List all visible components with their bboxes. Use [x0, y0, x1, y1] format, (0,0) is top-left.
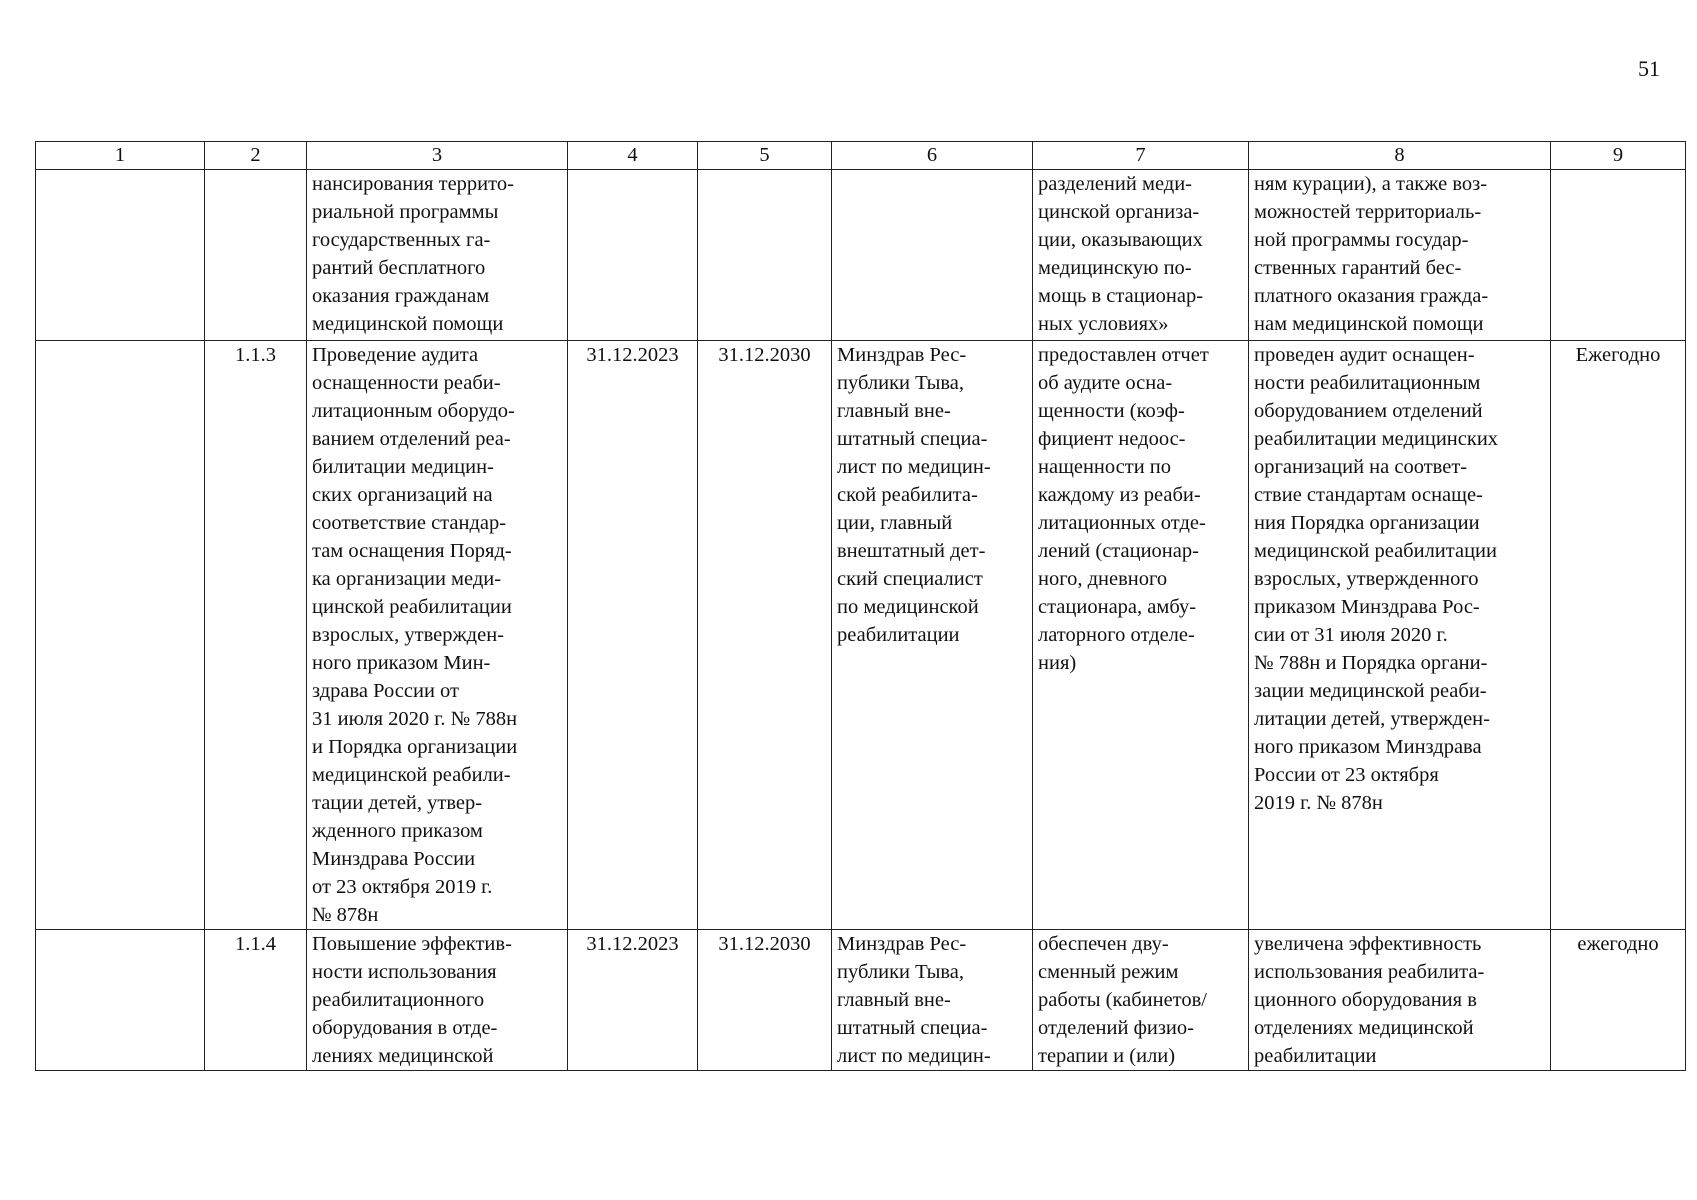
plan-table: [35, 141, 1686, 1071]
header-col-7: 7: [1033, 142, 1249, 170]
cell-section: [36, 930, 205, 1071]
cell-responsible: [832, 170, 1033, 341]
table-row: [36, 170, 1686, 341]
cell-section: [36, 341, 205, 930]
header-col-9: 9: [1551, 142, 1686, 170]
cell-start-date: 31.12.2023: [568, 341, 698, 930]
cell-end-date: 31.12.2030: [698, 341, 832, 930]
page-number: 51: [1638, 56, 1660, 81]
cell-end-date: [698, 170, 832, 341]
cell-frequency: [1551, 170, 1686, 341]
cell-section: [36, 170, 205, 341]
table-row: [36, 341, 1686, 930]
cell-result: обеспечен дву- сменный режим работы (кабинетов/ отделений физио- терапии и (или): [1033, 930, 1249, 1071]
cell-number: 1.1.3: [205, 341, 307, 930]
header-col-3: 3: [307, 142, 568, 170]
cell-number: 1.1.4: [205, 930, 307, 1071]
cell-end-date: 31.12.2030: [698, 930, 832, 1071]
cell-outcome: проведен аудит оснащен- ности реабилитационным оборудованием отделений реабилитации медицинских организаций на соответ- ствие стандартам оснаще- ния Порядка организации медицинской реабилитации взрослых, утвержденного приказом Минздрава Рос- сии от 31 июля 2020 г. № 788н и Порядка органи- зации медицинской реаби- литации детей, утвержден- ного приказом Минздрава России от 23 октября 2019 г. № 878н: [1249, 341, 1551, 930]
table-header-row: [36, 142, 1686, 170]
header-col-4: 4: [568, 142, 698, 170]
header-col-1: 1: [36, 142, 205, 170]
cell-start-date: [568, 170, 698, 341]
cell-outcome: ням курации), а также воз- можностей территориаль- ной программы государ- ственных гарантий бес- платного оказания гражда- нам медицинской помощи: [1249, 170, 1551, 341]
cell-outcome: увеличена эффективность использования реабилита- ционного оборудования в отделениях медицинской реабилитации: [1249, 930, 1551, 1071]
header-col-6: 6: [832, 142, 1033, 170]
header-col-8: 8: [1249, 142, 1551, 170]
cell-activity: нансирования террито- риальной программы государственных га- рантий бесплатного оказания гражданам медицинской помощи: [307, 170, 568, 341]
cell-responsible: Минздрав Рес- публики Тыва, главный вне- штатный специа- лист по медицин-: [832, 930, 1033, 1071]
cell-activity: Проведение аудита оснащенности реаби- литационным оборудо- ванием отделений реа- билитации медицин- ских организаций на соответствие стандар- там оснащения Поряд- ка организации меди- цинской реабилитации взрослых, утвержден- ного приказом Мин- здрава России от 31 июля 2020 г. № 788н и Порядка организации медицинской реабили- тации детей, утвер- жденного приказом Минздрава России от 23 октября 2019 г. № 878н: [307, 341, 568, 930]
cell-result: разделений меди- цинской организа- ции, оказывающих медицинскую по- мощь в стационар- ных условиях»: [1033, 170, 1249, 341]
header-col-2: 2: [205, 142, 307, 170]
cell-frequency: Ежегодно: [1551, 341, 1686, 930]
cell-responsible: Минздрав Рес- публики Тыва, главный вне- штатный специа- лист по медицин- ской реабилита- ции, главный внештатный дет- ский специалист по медицинской реабилитации: [832, 341, 1033, 930]
cell-number: [205, 170, 307, 341]
header-col-5: 5: [698, 142, 832, 170]
cell-activity: Повышение эффектив- ности использования реабилитационного оборудования в отде- лениях медицинской: [307, 930, 568, 1071]
cell-frequency: ежегодно: [1551, 930, 1686, 1071]
cell-result: предоставлен отчет об аудите осна- щенности (коэф- фициент недоос- нащенности по каждому из реаби- литационных отде- лений (стационар- ного, дневного стационара, амбу- латорного отделе- ния): [1033, 341, 1249, 930]
cell-start-date: 31.12.2023: [568, 930, 698, 1071]
table-row: [36, 930, 1686, 1071]
